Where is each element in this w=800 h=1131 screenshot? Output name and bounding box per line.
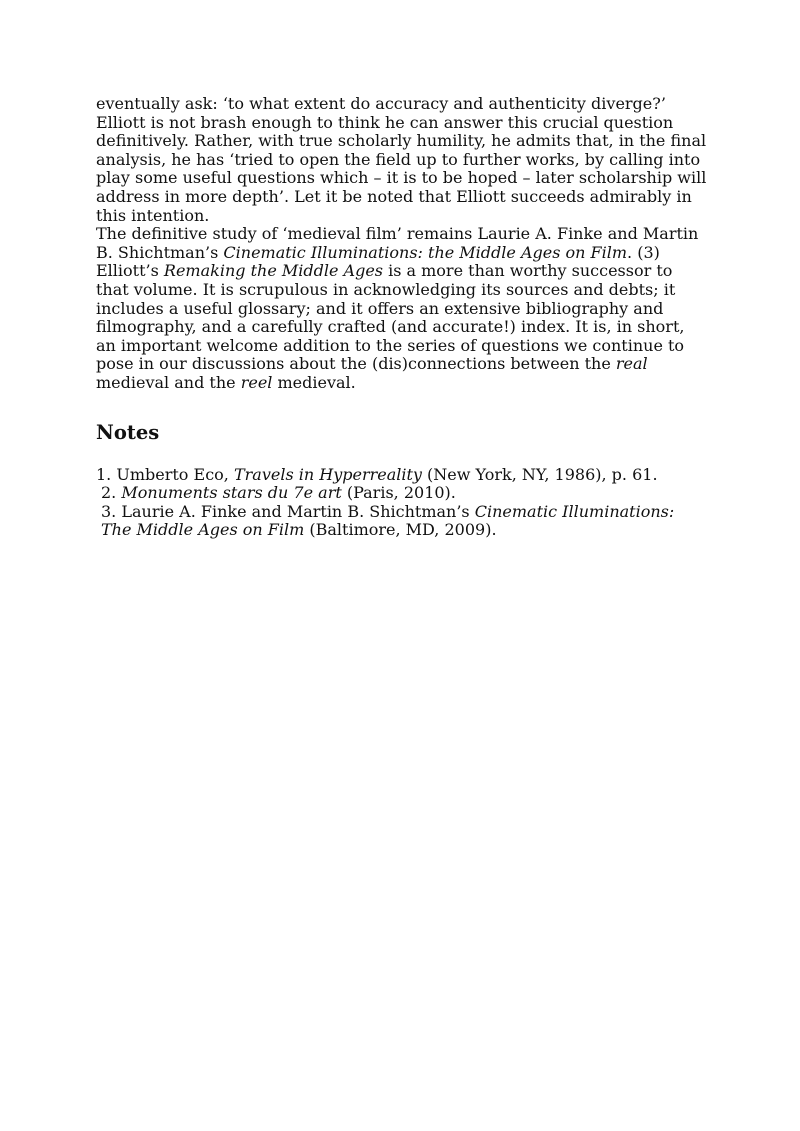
- body-paragraph: The definitive study of ‘medieval film’ remains Laurie A. Finke and Martin B. Shichtman’s Cinematic Illuminations: the Middle Ages on Film. (3) Elliott’s Remaking the Middle Ages is a more than worthy successor to that volume. It is scrupulous in acknowledging its sources and debts; it includes a useful glossary; and it offers an extensive bibliography and filmography, and a carefully crafted (and accurate!) index. It is, in short, an important welcome addition to the series of questions we continue to pose in our discussions about the (dis)connections between the real medieval and the reel medieval.: [96, 224, 699, 392]
- note-item: 1. Umberto Eco, Travels in Hyperreality (New York, NY, 1986), p. 61.: [96, 464, 658, 484]
- italic-text: reel: [240, 372, 273, 392]
- note-item: 2. Monuments stars du 7e art (Paris, 2010).: [101, 483, 456, 503]
- italic-text: real: [615, 354, 648, 374]
- body-paragraph: eventually ask: ‘to what extent do accuracy and authenticity diverge?’ Elliott is not brash enough to think he can answer this crucial question definitively. Rather, with true scholarly humility, he admits that, in the final analysis, he has ‘tried to open the field up to further works, by calling into play some useful questions which – it is to be hoped – later scholarship will address in more depth’. Let it be noted that Elliott succeeds admirably in this intention.: [96, 94, 707, 225]
- document-page: [96, 95, 708, 540]
- notes-list: [96, 466, 708, 540]
- notes-heading: Notes: [96, 420, 160, 444]
- note-item: 3. Laurie A. Finke and Martin B. Shichtman’s Cinematic Illuminations: The Middle Ages on Film (Baltimore, MD, 2009).: [101, 501, 675, 540]
- italic-text: Cinematic Illuminations: the Middle Ages on Film: [223, 242, 628, 262]
- italic-text: Travels in Hyperreality: [233, 464, 422, 484]
- italic-text: Monuments stars du 7e art: [121, 483, 342, 503]
- italic-text: Cinematic Illuminations: The Middle Ages on Film: [101, 501, 675, 540]
- italic-text: Remaking the Middle Ages: [163, 261, 383, 281]
